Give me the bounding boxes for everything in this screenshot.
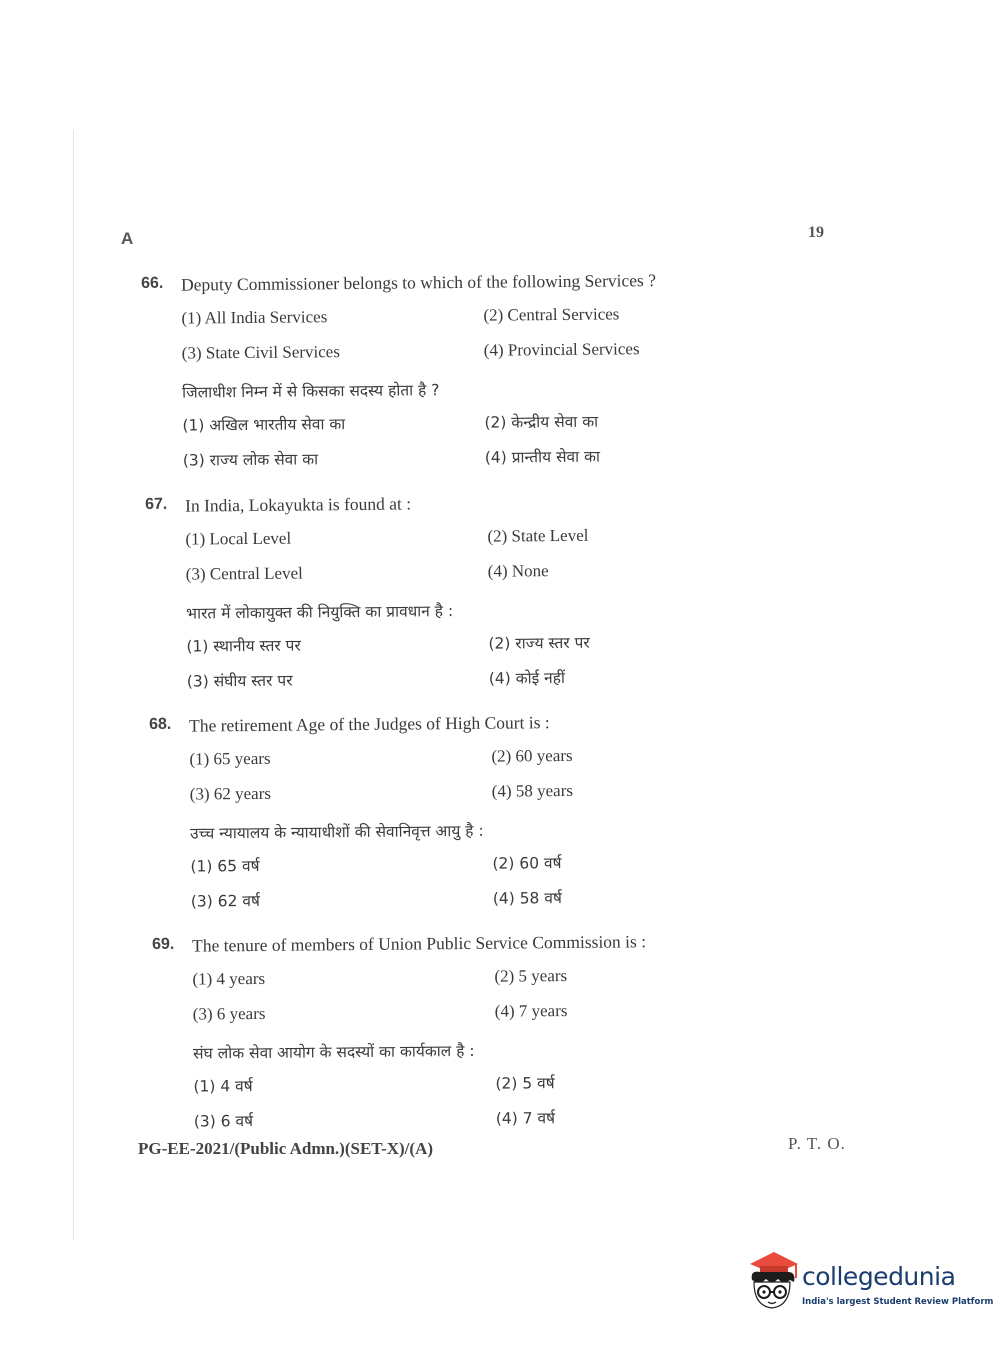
please-turn-over: P. T. O. (788, 1134, 846, 1153)
brand-name: collegedunia (802, 1262, 956, 1291)
question-text-hi: उच्च न्यायालय के न्यायाधीशों की सेवानिवृत्त आयु है : (190, 821, 484, 843)
question-text-en: Deputy Commissioner belongs to which of the following Services ? (180, 270, 657, 295)
option-4-en: (4) None (487, 561, 549, 581)
option-1-en: (1) 65 years (189, 748, 271, 769)
question-68 (149, 711, 711, 925)
brand-tagline: India's largest Student Review Platform (802, 1297, 994, 1307)
option-row-hi (150, 850, 710, 890)
option-row (142, 339, 702, 379)
option-1-hi: (1) 65 वर्ष (190, 856, 260, 876)
option-row (146, 560, 706, 600)
question-stem-hi (146, 595, 706, 635)
question-stem (145, 491, 705, 530)
option-row-hi (153, 1070, 713, 1110)
option-4-hi: (4) 7 वर्ष (495, 1109, 556, 1128)
option-3-hi: (3) संघीय स्तर पर (186, 671, 293, 691)
question-stem-hi (142, 374, 702, 414)
option-2-hi: (2) 5 वर्ष (495, 1074, 555, 1093)
margin-line (73, 130, 74, 1240)
option-3-hi: (3) 62 वर्ष (190, 891, 260, 911)
question-stem-hi (153, 1035, 713, 1075)
option-row (141, 304, 701, 344)
question-text-en: The retirement Age of the Judges of High Court is : (188, 712, 550, 736)
page-number: 19 (808, 224, 824, 241)
option-3-en: (3) Central Level (185, 563, 303, 584)
option-row (149, 745, 709, 785)
option-1-en: (1) All India Services (181, 307, 328, 328)
question-stem (141, 270, 701, 309)
option-row (145, 525, 705, 565)
option-2-hi: (2) केन्द्रीय सेवा का (484, 412, 599, 432)
option-2-en: (2) Central Services (483, 304, 620, 325)
option-row (153, 1000, 713, 1040)
option-4-en: (4) 58 years (491, 780, 574, 801)
option-2-hi: (2) 60 वर्ष (492, 854, 562, 873)
question-text-en: The tenure of members of Union Public Service Commission is : (191, 931, 647, 956)
option-row-hi (142, 409, 702, 449)
option-row-hi (143, 444, 703, 484)
option-4-hi: (4) 58 वर्ष (492, 889, 562, 908)
option-row (150, 780, 710, 820)
option-2-en: (2) 60 years (491, 745, 573, 766)
set-letter: A (121, 229, 134, 248)
option-1-hi: (1) अखिल भारतीय सेवा का (182, 415, 346, 435)
question-69 (152, 931, 714, 1145)
question-stem-hi (150, 815, 710, 855)
option-4-en: (4) 7 years (494, 1001, 568, 1021)
question-text-hi: भारत में लोकायुक्त की नियुक्ति का प्रावधान है : (186, 602, 454, 623)
option-2-en: (2) State Level (487, 525, 589, 546)
option-3-hi: (3) 6 वर्ष (193, 1112, 254, 1131)
question-stem (149, 711, 709, 750)
question-text-en: In India, Lokayukta is found at : (184, 493, 412, 516)
option-row-hi (151, 885, 711, 925)
question-text-hi: जिलाधीश निम्न में से किसका सदस्य होता है ? (182, 381, 440, 402)
question-number: 68. (149, 715, 172, 733)
option-1-en: (1) 4 years (192, 968, 266, 989)
question-66 (141, 270, 703, 484)
question-stem (152, 931, 712, 970)
option-1-hi: (1) स्थानीय स्तर पर (186, 636, 301, 656)
option-1-en: (1) Local Level (185, 528, 292, 549)
question-text-hi: संघ लोक सेवा आयोग के सदस्यों का कार्यकाल है : (193, 1041, 475, 1063)
option-3-en: (3) 6 years (192, 1003, 266, 1024)
option-2-hi: (2) राज्य स्तर पर (488, 633, 590, 653)
option-row (152, 965, 712, 1005)
option-row-hi (146, 630, 706, 670)
option-row-hi (147, 665, 707, 705)
paper-code: PG-EE-2021/(Public Admn.)(SET-X)/(A) (138, 1139, 434, 1158)
option-3-en: (3) State Civil Services (181, 342, 341, 363)
option-1-hi: (1) 4 वर्ष (193, 1077, 253, 1096)
option-4-hi: (4) कोई नहीं (488, 668, 566, 688)
option-4-en: (4) Provincial Services (483, 339, 640, 360)
question-number: 66. (141, 274, 164, 292)
option-2-en: (2) 5 years (494, 966, 568, 986)
graduate-mascot-icon (744, 1250, 800, 1312)
option-3-hi: (3) राज्य लोक सेवा का (182, 450, 319, 470)
option-3-en: (3) 62 years (189, 783, 272, 804)
option-4-hi: (4) प्रान्तीय सेवा का (484, 447, 601, 467)
collegedunia-watermark (744, 1250, 994, 1312)
question-67 (145, 491, 707, 705)
question-number: 69. (152, 935, 175, 953)
question-number: 67. (145, 495, 168, 513)
